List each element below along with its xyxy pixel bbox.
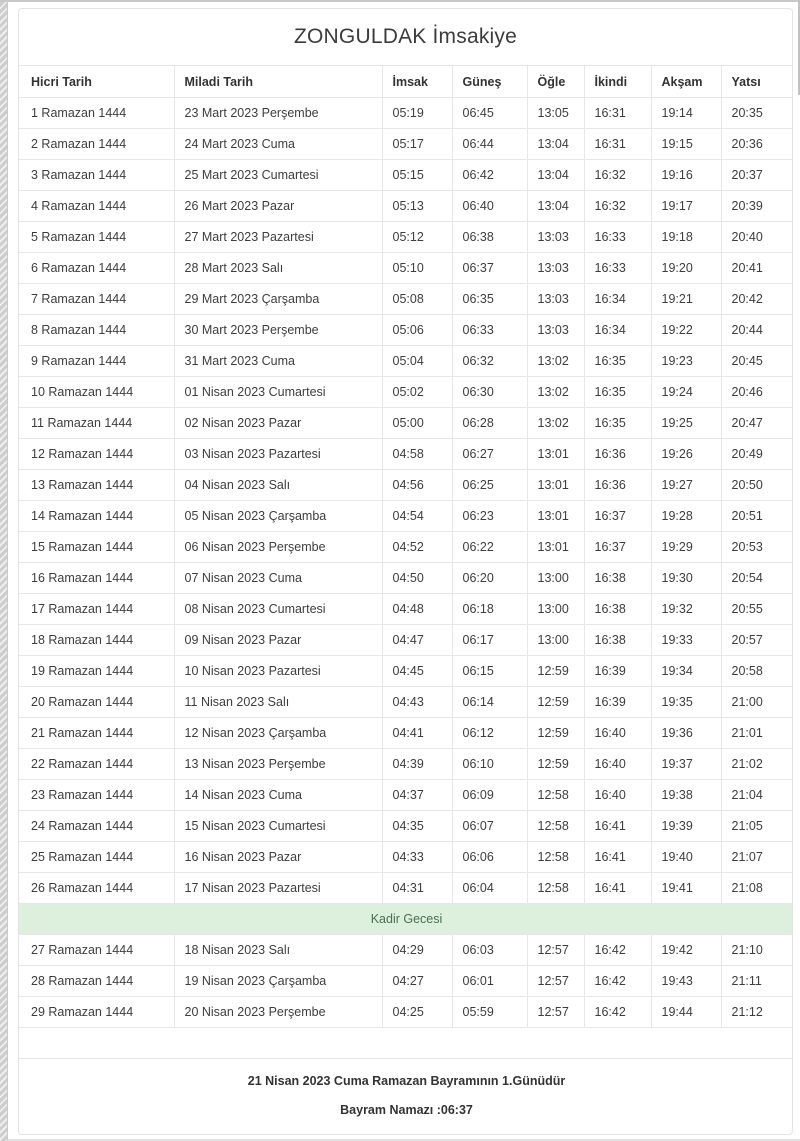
cell-hicri-tarih: 21 Ramazan 1444 [19,718,174,749]
cell-gunes: 06:45 [452,98,527,129]
cell-hicri-tarih: 6 Ramazan 1444 [19,253,174,284]
cell-aksam: 19:36 [651,718,721,749]
cell-hicri-tarih: 10 Ramazan 1444 [19,377,174,408]
cell-gunes: 06:25 [452,470,527,501]
cell-miladi-tarih: 16 Nisan 2023 Pazar [174,842,382,873]
cell-ogle: 13:02 [527,408,584,439]
column-header-aksam: Akşam [651,66,721,98]
cell-aksam: 19:44 [651,997,721,1028]
cell-ogle: 12:58 [527,873,584,904]
cell-hicri-tarih: 5 Ramazan 1444 [19,222,174,253]
table-row [19,222,792,253]
cell-miladi-tarih: 06 Nisan 2023 Perşembe [174,532,382,563]
column-header-hicri-tarih: Hicri Tarih [19,66,174,98]
cell-aksam: 19:32 [651,594,721,625]
cell-ogle: 12:59 [527,718,584,749]
cell-yatsi: 20:58 [721,656,792,687]
page-top-edge [0,0,800,2]
cell-imsak: 04:41 [382,718,452,749]
cell-hicri-tarih: 22 Ramazan 1444 [19,749,174,780]
cell-miladi-tarih: 25 Mart 2023 Cumartesi [174,160,382,191]
table-row [19,160,792,191]
cell-aksam: 19:27 [651,470,721,501]
cell-hicri-tarih: 26 Ramazan 1444 [19,873,174,904]
cell-aksam: 19:28 [651,501,721,532]
cell-imsak: 05:00 [382,408,452,439]
cell-ikindi: 16:31 [584,98,651,129]
cell-ikindi: 16:32 [584,191,651,222]
cell-miladi-tarih: 17 Nisan 2023 Pazartesi [174,873,382,904]
cell-aksam: 19:43 [651,966,721,997]
cell-ikindi: 16:39 [584,656,651,687]
cell-gunes: 06:06 [452,842,527,873]
cell-miladi-tarih: 19 Nisan 2023 Çarşamba [174,966,382,997]
cell-yatsi: 21:00 [721,687,792,718]
cell-ikindi: 16:38 [584,625,651,656]
cell-hicri-tarih: 12 Ramazan 1444 [19,439,174,470]
cell-imsak: 04:27 [382,966,452,997]
cell-ikindi: 16:39 [584,687,651,718]
cell-gunes: 06:03 [452,935,527,966]
table-row [19,501,792,532]
cell-imsak: 05:08 [382,284,452,315]
table-row [19,346,792,377]
cell-aksam: 19:18 [651,222,721,253]
cell-imsak: 04:31 [382,873,452,904]
cell-imsak: 05:17 [382,129,452,160]
cell-hicri-tarih: 2 Ramazan 1444 [19,129,174,160]
cell-gunes: 06:38 [452,222,527,253]
table-row [19,749,792,780]
cell-yatsi: 21:05 [721,811,792,842]
cell-gunes: 06:20 [452,563,527,594]
table-row [19,780,792,811]
cell-aksam: 19:22 [651,315,721,346]
cell-ogle: 13:01 [527,501,584,532]
cell-gunes: 06:37 [452,253,527,284]
cell-miladi-tarih: 08 Nisan 2023 Cumartesi [174,594,382,625]
table-row [19,191,792,222]
cell-yatsi: 20:45 [721,346,792,377]
cell-gunes: 06:17 [452,625,527,656]
cell-aksam: 19:25 [651,408,721,439]
cell-miladi-tarih: 07 Nisan 2023 Cuma [174,563,382,594]
cell-miladi-tarih: 31 Mart 2023 Cuma [174,346,382,377]
cell-ikindi: 16:32 [584,160,651,191]
cell-ogle: 13:00 [527,625,584,656]
cell-ogle: 13:03 [527,253,584,284]
cell-aksam: 19:33 [651,625,721,656]
table-row [19,377,792,408]
cell-miladi-tarih: 05 Nisan 2023 Çarşamba [174,501,382,532]
cell-hicri-tarih: 4 Ramazan 1444 [19,191,174,222]
cell-yatsi: 21:12 [721,997,792,1028]
cell-imsak: 04:56 [382,470,452,501]
cell-ogle: 13:02 [527,346,584,377]
cell-miladi-tarih: 04 Nisan 2023 Salı [174,470,382,501]
cell-yatsi: 20:42 [721,284,792,315]
cell-yatsi: 21:10 [721,935,792,966]
table-row [19,439,792,470]
cell-aksam: 19:37 [651,749,721,780]
cell-aksam: 19:21 [651,284,721,315]
cell-aksam: 19:24 [651,377,721,408]
column-header-ikindi: İkindi [584,66,651,98]
cell-hicri-tarih: 14 Ramazan 1444 [19,501,174,532]
cell-gunes: 06:30 [452,377,527,408]
cell-gunes: 06:22 [452,532,527,563]
cell-imsak: 04:48 [382,594,452,625]
cell-aksam: 19:41 [651,873,721,904]
cell-yatsi: 20:46 [721,377,792,408]
page-title: ZONGULDAK İmsakiye [294,25,517,48]
cell-miladi-tarih: 20 Nisan 2023 Perşembe [174,997,382,1028]
cell-ogle: 12:59 [527,687,584,718]
cell-ikindi: 16:42 [584,966,651,997]
cell-gunes: 06:23 [452,501,527,532]
cell-miladi-tarih: 24 Mart 2023 Cuma [174,129,382,160]
cell-miladi-tarih: 18 Nisan 2023 Salı [174,935,382,966]
cell-imsak: 04:54 [382,501,452,532]
cell-yatsi: 21:07 [721,842,792,873]
empty-spacer-cell [19,1028,792,1059]
cell-ogle: 13:02 [527,377,584,408]
cell-ogle: 13:03 [527,222,584,253]
cell-yatsi: 20:54 [721,563,792,594]
cell-aksam: 19:26 [651,439,721,470]
bayram-prayer-time-note: Bayram Namazı :06:37 [340,1103,473,1117]
table-row [19,408,792,439]
cell-ikindi: 16:40 [584,718,651,749]
cell-imsak: 05:13 [382,191,452,222]
cell-yatsi: 20:47 [721,408,792,439]
cell-miladi-tarih: 29 Mart 2023 Çarşamba [174,284,382,315]
cell-gunes: 06:35 [452,284,527,315]
cell-ikindi: 16:33 [584,253,651,284]
table-row [19,594,792,625]
cell-aksam: 19:40 [651,842,721,873]
cell-hicri-tarih: 20 Ramazan 1444 [19,687,174,718]
cell-yatsi: 20:55 [721,594,792,625]
cell-ogle: 12:57 [527,935,584,966]
cell-miladi-tarih: 23 Mart 2023 Perşembe [174,98,382,129]
table-row [19,966,792,997]
cell-gunes: 06:12 [452,718,527,749]
cell-ogle: 12:58 [527,842,584,873]
cell-gunes: 06:01 [452,966,527,997]
cell-yatsi: 20:53 [721,532,792,563]
cell-ogle: 13:01 [527,439,584,470]
cell-imsak: 04:35 [382,811,452,842]
table-row [19,687,792,718]
cell-aksam: 19:29 [651,532,721,563]
table-row [19,873,792,904]
cell-ikindi: 16:41 [584,873,651,904]
cell-yatsi: 20:36 [721,129,792,160]
cell-ogle: 13:03 [527,315,584,346]
table-row [19,284,792,315]
cell-ikindi: 16:35 [584,346,651,377]
cell-imsak: 04:52 [382,532,452,563]
column-header-imsak: İmsak [382,66,452,98]
table-row [19,625,792,656]
column-header-gunes: Güneş [452,66,527,98]
table-row [19,563,792,594]
cell-imsak: 05:04 [382,346,452,377]
cell-aksam: 19:20 [651,253,721,284]
cell-imsak: 04:47 [382,625,452,656]
cell-yatsi: 21:11 [721,966,792,997]
cell-hicri-tarih: 18 Ramazan 1444 [19,625,174,656]
cell-miladi-tarih: 13 Nisan 2023 Perşembe [174,749,382,780]
cell-imsak: 05:06 [382,315,452,346]
cell-miladi-tarih: 27 Mart 2023 Pazartesi [174,222,382,253]
empty-spacer-row [19,1028,792,1059]
cell-miladi-tarih: 15 Nisan 2023 Cumartesi [174,811,382,842]
cell-miladi-tarih: 14 Nisan 2023 Cuma [174,780,382,811]
cell-yatsi: 21:04 [721,780,792,811]
table-row [19,718,792,749]
cell-gunes: 06:14 [452,687,527,718]
cell-ikindi: 16:31 [584,129,651,160]
cell-imsak: 04:39 [382,749,452,780]
kadir-gecesi-label: Kadir Gecesi [19,904,792,935]
cell-aksam: 19:15 [651,129,721,160]
cell-hicri-tarih: 25 Ramazan 1444 [19,842,174,873]
cell-ogle: 12:59 [527,749,584,780]
cell-gunes: 06:33 [452,315,527,346]
cell-gunes: 06:18 [452,594,527,625]
cell-miladi-tarih: 26 Mart 2023 Pazar [174,191,382,222]
column-header-yatsi: Yatsı [721,66,792,98]
cell-yatsi: 20:44 [721,315,792,346]
cell-aksam: 19:42 [651,935,721,966]
cell-yatsi: 20:39 [721,191,792,222]
cell-imsak: 05:19 [382,98,452,129]
cell-ikindi: 16:41 [584,842,651,873]
cell-hicri-tarih: 13 Ramazan 1444 [19,470,174,501]
cell-ogle: 13:03 [527,284,584,315]
cell-ikindi: 16:40 [584,780,651,811]
cell-yatsi: 20:50 [721,470,792,501]
cell-gunes: 06:40 [452,191,527,222]
cell-gunes: 06:07 [452,811,527,842]
cell-imsak: 04:58 [382,439,452,470]
cell-ikindi: 16:34 [584,315,651,346]
imsakiye-table-body [19,98,792,1028]
cell-gunes: 06:04 [452,873,527,904]
cell-hicri-tarih: 27 Ramazan 1444 [19,935,174,966]
cell-ikindi: 16:41 [584,811,651,842]
cell-hicri-tarih: 19 Ramazan 1444 [19,656,174,687]
table-row [19,935,792,966]
cell-imsak: 04:37 [382,780,452,811]
table-row [19,532,792,563]
cell-aksam: 19:23 [651,346,721,377]
cell-ikindi: 16:36 [584,439,651,470]
cell-imsak: 04:29 [382,935,452,966]
cell-hicri-tarih: 17 Ramazan 1444 [19,594,174,625]
imsakiye-table [19,65,792,1134]
cell-ogle: 13:01 [527,470,584,501]
cell-ikindi: 16:35 [584,408,651,439]
table-header-row [19,66,792,98]
cell-hicri-tarih: 15 Ramazan 1444 [19,532,174,563]
cell-ogle: 13:05 [527,98,584,129]
cell-ogle: 12:59 [527,656,584,687]
cell-gunes: 05:59 [452,997,527,1028]
cell-gunes: 06:28 [452,408,527,439]
cell-ogle: 13:01 [527,532,584,563]
kadir-gecesi-row [19,904,792,935]
cell-aksam: 19:38 [651,780,721,811]
column-header-ogle: Öğle [527,66,584,98]
cell-hicri-tarih: 8 Ramazan 1444 [19,315,174,346]
bayram-notice-cell [19,1059,792,1135]
cell-yatsi: 20:37 [721,160,792,191]
cell-ikindi: 16:34 [584,284,651,315]
table-row [19,98,792,129]
cell-hicri-tarih: 9 Ramazan 1444 [19,346,174,377]
cell-ogle: 13:04 [527,191,584,222]
cell-imsak: 05:02 [382,377,452,408]
cell-yatsi: 20:51 [721,501,792,532]
cell-gunes: 06:15 [452,656,527,687]
cell-ikindi: 16:42 [584,997,651,1028]
cell-imsak: 05:15 [382,160,452,191]
cell-ikindi: 16:36 [584,470,651,501]
cell-aksam: 19:16 [651,160,721,191]
table-row [19,470,792,501]
imsakiye-panel [18,8,793,1135]
cell-aksam: 19:39 [651,811,721,842]
cell-yatsi: 20:41 [721,253,792,284]
cell-aksam: 19:35 [651,687,721,718]
cell-yatsi: 20:35 [721,98,792,129]
cell-aksam: 19:14 [651,98,721,129]
cell-imsak: 04:25 [382,997,452,1028]
table-row [19,315,792,346]
cell-miladi-tarih: 02 Nisan 2023 Pazar [174,408,382,439]
cell-yatsi: 20:57 [721,625,792,656]
cell-imsak: 04:43 [382,687,452,718]
cell-hicri-tarih: 23 Ramazan 1444 [19,780,174,811]
table-row [19,129,792,160]
cell-ikindi: 16:37 [584,501,651,532]
cell-aksam: 19:17 [651,191,721,222]
table-row [19,811,792,842]
cell-miladi-tarih: 01 Nisan 2023 Cumartesi [174,377,382,408]
cell-ikindi: 16:42 [584,935,651,966]
cell-ikindi: 16:40 [584,749,651,780]
cell-ogle: 13:04 [527,160,584,191]
cell-ogle: 12:57 [527,997,584,1028]
cell-ikindi: 16:38 [584,594,651,625]
cell-ogle: 12:57 [527,966,584,997]
table-row [19,656,792,687]
cell-hicri-tarih: 29 Ramazan 1444 [19,997,174,1028]
cell-gunes: 06:44 [452,129,527,160]
cell-ogle: 13:00 [527,594,584,625]
cell-ogle: 12:58 [527,780,584,811]
page-left-edge [0,0,8,1141]
cell-hicri-tarih: 11 Ramazan 1444 [19,408,174,439]
cell-miladi-tarih: 03 Nisan 2023 Pazartesi [174,439,382,470]
cell-hicri-tarih: 24 Ramazan 1444 [19,811,174,842]
cell-gunes: 06:27 [452,439,527,470]
cell-imsak: 04:45 [382,656,452,687]
cell-ikindi: 16:33 [584,222,651,253]
cell-aksam: 19:34 [651,656,721,687]
cell-miladi-tarih: 28 Mart 2023 Salı [174,253,382,284]
cell-yatsi: 21:08 [721,873,792,904]
cell-hicri-tarih: 16 Ramazan 1444 [19,563,174,594]
table-row [19,997,792,1028]
cell-gunes: 06:32 [452,346,527,377]
cell-yatsi: 20:49 [721,439,792,470]
cell-aksam: 19:30 [651,563,721,594]
cell-gunes: 06:09 [452,780,527,811]
cell-ogle: 13:04 [527,129,584,160]
cell-imsak: 05:10 [382,253,452,284]
cell-ogle: 12:58 [527,811,584,842]
cell-miladi-tarih: 30 Mart 2023 Perşembe [174,315,382,346]
cell-imsak: 05:12 [382,222,452,253]
cell-hicri-tarih: 3 Ramazan 1444 [19,160,174,191]
cell-hicri-tarih: 1 Ramazan 1444 [19,98,174,129]
cell-yatsi: 20:40 [721,222,792,253]
cell-miladi-tarih: 09 Nisan 2023 Pazar [174,625,382,656]
table-row [19,253,792,284]
cell-ikindi: 16:38 [584,563,651,594]
cell-yatsi: 21:02 [721,749,792,780]
cell-miladi-tarih: 10 Nisan 2023 Pazartesi [174,656,382,687]
cell-miladi-tarih: 12 Nisan 2023 Çarşamba [174,718,382,749]
cell-ikindi: 16:37 [584,532,651,563]
cell-yatsi: 21:01 [721,718,792,749]
bayram-notice-row [19,1059,792,1135]
cell-ikindi: 16:35 [584,377,651,408]
bayram-first-day-note: 21 Nisan 2023 Cuma Ramazan Bayramının 1.Günüdür [247,1074,566,1088]
column-header-miladi-tarih: Miladi Tarih [174,66,382,98]
cell-gunes: 06:10 [452,749,527,780]
cell-imsak: 04:33 [382,842,452,873]
cell-hicri-tarih: 28 Ramazan 1444 [19,966,174,997]
cell-gunes: 06:42 [452,160,527,191]
cell-hicri-tarih: 7 Ramazan 1444 [19,284,174,315]
cell-miladi-tarih: 11 Nisan 2023 Salı [174,687,382,718]
cell-imsak: 04:50 [382,563,452,594]
table-row [19,842,792,873]
cell-ogle: 13:00 [527,563,584,594]
